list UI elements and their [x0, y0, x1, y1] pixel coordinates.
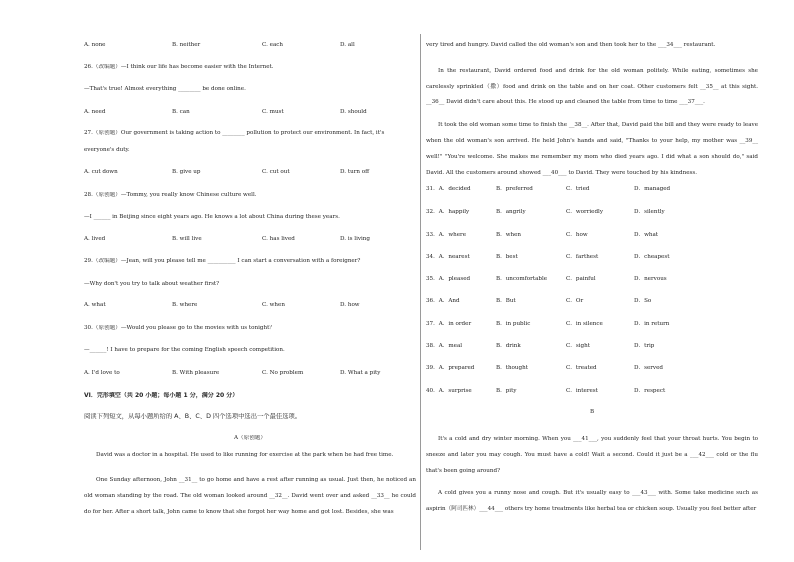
q30-option-d: D. What a pity [340, 370, 381, 376]
q27-option-a: A. cut down [84, 169, 118, 175]
passage-a-continued-3: It took the old woman some time to finish the __38__. After that, David paid the bill and they were ready to leave when the old woman's son arrived. He held John's hands and said, "Thanks to your help, my mother was __39__ well!" "You're welcome. She makes me remember my mom who died years ago. I did what a son should do," said David. All the customers around showed ___40___ to David. They were touched by his kindness. [426, 122, 758, 176]
q32-option-a: 32．A．happily [426, 209, 470, 215]
q35-option-c: C．painful [566, 276, 596, 282]
q28-option-a: A. lived [84, 236, 106, 242]
q39-option-b: B．thought [496, 365, 528, 371]
q29-option-b: B. where [172, 302, 198, 308]
q35-option-d: D．nervous [634, 276, 667, 282]
q28-stem: 28.（原创题）—Tommy, you really know Chinese culture well. [84, 192, 257, 198]
q27-line1: 27.（原创题）Our government is taking action to ________ pollution to protect our environment. In fact, it's [84, 130, 385, 136]
passage-a-continued-2: In the restaurant, David ordered food and drink for the old woman politely. While eating, sometimes she carelessly sprinkled（撒）food and drink on the table and on her coat. Other customers felt __35__ at this sight. __36__ David didn't care about this. He stood up and cleaned the table from time to time ___37___. [426, 68, 758, 105]
q34-option-d: D．cheapest [634, 254, 670, 260]
q31-option-c: C．tried [566, 186, 590, 192]
q25-option-d: D. all [340, 42, 355, 48]
q30-option-a: A. I'd love to [84, 370, 120, 376]
passage-a-paragraph-1: David was a doctor in a hospital. He used to like running for exercise at the park when he had free time. [96, 452, 394, 458]
q26-option-b: B. can [172, 109, 190, 115]
q33-option-c: C．how [566, 232, 588, 238]
q25-option-c: C. each [262, 42, 284, 48]
q31-option-a: 31．A．decided [426, 186, 471, 192]
q40-option-a: 40．A．surprise [426, 388, 472, 394]
q29-option-a: A. what [84, 302, 106, 308]
q31-option-d: D．managed [634, 186, 671, 192]
q34-option-a: 34．A．nearest [426, 254, 470, 260]
q28-option-d: D. is living [340, 236, 370, 242]
q36-option-b: B．But [496, 298, 516, 304]
q25-option-b: B. neither [172, 42, 201, 48]
q37-option-d: D．in return [634, 321, 670, 327]
q28-option-c: C. has lived [262, 236, 295, 242]
q39-option-a: 39．A．prepared [426, 365, 475, 371]
q26-reply: —That's true! Almost everything ________ be done online. [84, 86, 246, 92]
q40-option-d: D．respect [634, 388, 666, 394]
q38-option-a: 38．A．meal [426, 343, 463, 349]
passage-b-paragraph-2: A cold gives you a runny nose and cough. But it's usually easy to ___43___ with. Some take medicine such as aspirin（阿司匹林）___44___ others try home treatments like herbal tea or chicken soup. Usually you feel better after [426, 490, 758, 512]
q38-option-d: D．trip [634, 343, 655, 349]
passage-b-title: B [589, 409, 595, 415]
q28-option-b: B. will live [172, 236, 202, 242]
q34-option-b: B．best [496, 254, 518, 260]
q36-option-c: C．Or [566, 298, 584, 304]
q38-option-c: C．sight [566, 343, 590, 349]
q32-option-d: D．silently [634, 209, 665, 215]
q40-option-b: B．pity [496, 388, 517, 394]
passage-b-paragraph-1: It's a cold and dry winter morning. When you ___41___, you suddenly feel that your throat hurts. You begin to sneeze and later you may cough. You must have a cold! Wait a second. Could it just be a ___42___ cold or the flu that's been going around? [426, 436, 758, 474]
q27-option-c: C. cut out [262, 169, 290, 175]
passage-a-title: A（原创题） [233, 435, 266, 441]
q32-option-b: B．angrily [496, 209, 526, 215]
q39-option-c: C．treated [566, 365, 597, 371]
q27-option-d: D. turn off [340, 169, 370, 175]
q37-option-a: 37．A．in order [426, 321, 472, 327]
q35-option-b: B．uncomfortable [496, 276, 548, 282]
column-divider [420, 34, 421, 550]
passage-a-continued-1: very tired and hungry. David called the old woman's son and then took her to the ___34___ restaurant. [426, 42, 716, 48]
q35-option-a: 35．A．pleased [426, 276, 471, 282]
q31-option-b: B．preferred [496, 186, 533, 192]
q26-option-a: A. need [84, 109, 106, 115]
q40-option-c: C．interest [566, 388, 598, 394]
section-title: VI．完形填空（共 20 小题；每小题 1 分，满分 20 分） [84, 392, 239, 399]
passage-a-paragraph-2: One Sunday afternoon, John __31__ to go home and have a rest after running as usual. Just then, he noticed an old woman standing by the road. The old woman looked around __32__. David went over and asked __33__ he could do for her. After a short talk, John came to know that she forgot her way home and got lost. Besides, she was [84, 477, 416, 515]
q29-option-d: D. how [340, 302, 360, 308]
q30-option-c: C. No problem [262, 370, 304, 376]
q33-option-d: D．what [634, 232, 659, 238]
q30-stem: 30.（原创题）—Would you please go to the movies with us tonight？ [84, 325, 275, 331]
q26-option-c: C. must [262, 109, 284, 115]
q29-stem: 29.（改编题）—Jean, will you please tell me __________ I can start a conversation with a foreigner? [84, 258, 361, 264]
q37-option-c: C．in silence [566, 321, 603, 327]
q30-reply: —______! I have to prepare for the coming English speech competition. [84, 347, 285, 353]
q30-option-b: B. With pleasure [172, 370, 220, 376]
q28-reply: —I ______ in Beijing since eight years ago. He knows a lot about China during these years. [84, 214, 340, 220]
q32-option-c: C．worriedly [566, 209, 604, 215]
q26-stem: 26.（改编题）—I think our life has become easier with the Internet. [84, 64, 274, 70]
q39-option-d: D．served [634, 365, 663, 371]
q26-option-d: D. should [340, 109, 367, 115]
q29-option-c: C. when [262, 302, 285, 308]
q33-option-a: 33．A．where [426, 232, 467, 238]
q34-option-c: C．farthest [566, 254, 599, 260]
q27-line2: everyone's duty. [84, 147, 130, 153]
q33-option-b: B．when [496, 232, 522, 238]
q38-option-b: B．drink [496, 343, 521, 349]
section-instruction: 阅读下列短文，从每小题所给的 A、B、C、D 四个选项中选出一个最佳选项。 [84, 413, 302, 420]
q27-option-b: B. give up [172, 169, 201, 175]
q36-option-d: D．So [634, 298, 652, 304]
q36-option-a: 36．A．And [426, 298, 460, 304]
q25-option-a: A. none [84, 42, 106, 48]
q37-option-b: B．in public [496, 321, 531, 327]
q29-reply: —Why don't you try to talk about weather first? [84, 281, 220, 287]
